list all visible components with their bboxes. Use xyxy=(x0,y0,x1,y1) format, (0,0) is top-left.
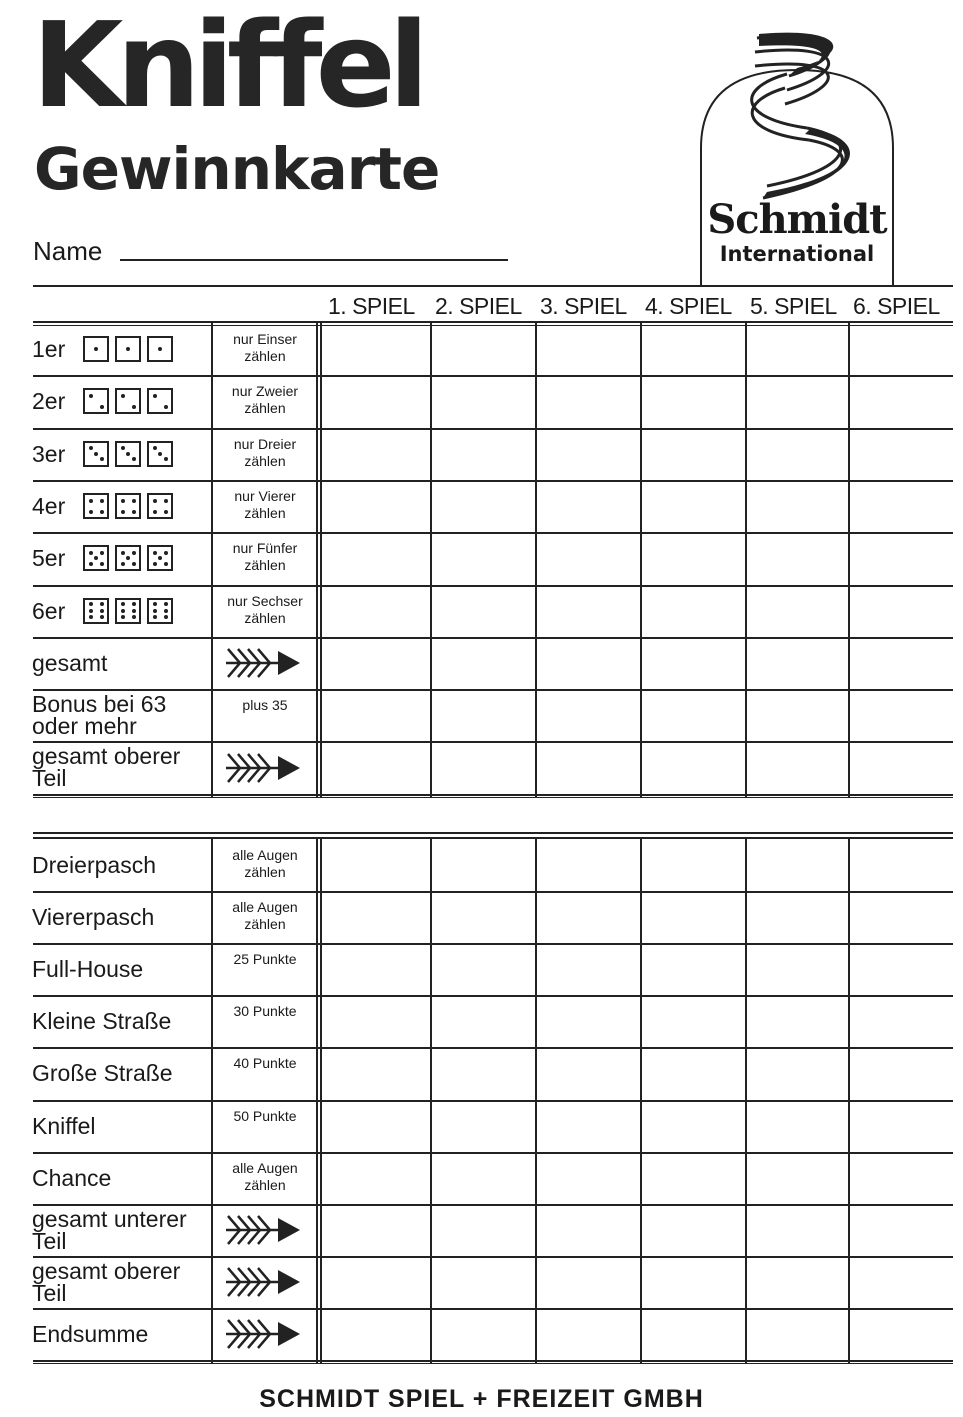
score-cell[interactable] xyxy=(642,325,743,373)
score-cell[interactable] xyxy=(642,377,743,425)
score-cell[interactable] xyxy=(642,1310,743,1358)
grid-divider xyxy=(211,323,213,797)
lower-row-hint: alle Augen zählen xyxy=(232,899,298,933)
score-cell[interactable] xyxy=(537,945,638,993)
game-header: 2. SPIEL xyxy=(435,293,522,319)
score-cell[interactable] xyxy=(747,1258,846,1306)
grid-rule xyxy=(33,832,953,834)
score-cell[interactable] xyxy=(850,1310,950,1358)
arrow-icon xyxy=(222,1212,302,1248)
die-icon xyxy=(115,336,141,362)
score-cell[interactable] xyxy=(642,945,743,993)
score-cell[interactable] xyxy=(850,893,950,941)
score-cell[interactable] xyxy=(537,534,638,582)
upper-row-label: 4er xyxy=(32,493,66,520)
die-icon xyxy=(147,441,173,467)
score-cell[interactable] xyxy=(537,743,638,791)
score-cell[interactable] xyxy=(850,534,950,582)
score-cell[interactable] xyxy=(432,945,533,993)
score-cell[interactable] xyxy=(850,639,950,687)
grid-rule xyxy=(33,1363,953,1364)
score-cell[interactable] xyxy=(537,1258,638,1306)
score-cell[interactable] xyxy=(642,1206,743,1254)
score-cell[interactable] xyxy=(642,1258,743,1306)
grid-divider xyxy=(211,839,213,1363)
die-icon xyxy=(147,388,173,414)
score-cell[interactable] xyxy=(747,430,846,478)
grid-divider xyxy=(316,323,318,797)
score-cell[interactable] xyxy=(850,841,950,889)
score-cell[interactable] xyxy=(325,945,428,993)
lower-row-label: Kniffel xyxy=(32,1112,96,1139)
score-cell[interactable] xyxy=(537,377,638,425)
score-cell[interactable] xyxy=(642,430,743,478)
score-cell[interactable] xyxy=(432,1310,533,1358)
score-cell[interactable] xyxy=(642,1102,743,1150)
grid-divider xyxy=(848,323,850,797)
score-cell[interactable] xyxy=(850,997,950,1045)
lower-row-label: Große Straße xyxy=(32,1060,173,1087)
game-header: 4. SPIEL xyxy=(645,293,732,319)
score-cell[interactable] xyxy=(432,430,533,478)
score-cell[interactable] xyxy=(747,893,846,941)
score-cell[interactable] xyxy=(747,1206,846,1254)
arrow-icon xyxy=(222,645,302,681)
score-cell[interactable] xyxy=(325,1258,428,1306)
grid-divider xyxy=(745,839,747,1363)
score-cell[interactable] xyxy=(642,997,743,1045)
score-cell[interactable] xyxy=(642,534,743,582)
score-cell[interactable] xyxy=(325,482,428,530)
score-cell[interactable] xyxy=(747,1154,846,1202)
grid-divider xyxy=(430,839,432,1363)
score-cell[interactable] xyxy=(747,482,846,530)
score-cell[interactable] xyxy=(747,1049,846,1097)
logo-schmidt-text: Schmidt xyxy=(707,196,887,243)
score-cell[interactable] xyxy=(642,893,743,941)
score-cell[interactable] xyxy=(325,1310,428,1358)
dice-3-icon xyxy=(83,441,173,467)
upper-row-label: 1er xyxy=(32,336,66,363)
lower-row-hint: 25 Punkte xyxy=(233,951,297,968)
lower-row-hint: 40 Punkte xyxy=(233,1055,297,1072)
lower-row-hint: alle Augen zählen xyxy=(232,1159,298,1193)
dice-5-icon xyxy=(83,545,173,571)
score-cell[interactable] xyxy=(432,1258,533,1306)
upper-row-hint: nur Vierer zählen xyxy=(234,488,296,522)
score-cell[interactable] xyxy=(432,841,533,889)
score-cell[interactable] xyxy=(432,997,533,1045)
score-cell[interactable] xyxy=(642,1049,743,1097)
score-cell[interactable] xyxy=(325,587,428,635)
upper-row-hint: nur Zweier zählen xyxy=(231,383,299,417)
dice-1-icon xyxy=(83,336,173,362)
upper-row-label: 2er xyxy=(32,388,66,415)
name-field[interactable] xyxy=(120,259,508,261)
grid-divider xyxy=(316,839,318,1363)
upper-row-label: 6er xyxy=(32,597,66,624)
lower-row-label: gesamt oberer Teil xyxy=(32,1257,181,1306)
score-cell[interactable] xyxy=(642,587,743,635)
score-cell[interactable] xyxy=(537,1154,638,1202)
score-cell[interactable] xyxy=(432,691,533,739)
score-cell[interactable] xyxy=(325,534,428,582)
score-cell[interactable] xyxy=(325,1102,428,1150)
card-title: Kniffel xyxy=(32,0,423,134)
score-cell[interactable] xyxy=(537,1102,638,1150)
die-icon xyxy=(83,441,109,467)
game-header: 5. SPIEL xyxy=(750,293,837,319)
footer-publisher: SCHMIDT SPIEL + FREIZEIT GMBH xyxy=(259,1385,704,1413)
score-cell[interactable] xyxy=(537,893,638,941)
lower-row-hint: alle Augen zählen xyxy=(232,847,298,881)
score-cell[interactable] xyxy=(537,482,638,530)
score-cell[interactable] xyxy=(850,945,950,993)
score-cell[interactable] xyxy=(747,534,846,582)
score-cell[interactable] xyxy=(747,945,846,993)
dice-2-icon xyxy=(83,388,173,414)
game-header: 6. SPIEL xyxy=(853,293,940,319)
score-cell[interactable] xyxy=(642,743,743,791)
die-icon xyxy=(147,336,173,362)
score-cell[interactable] xyxy=(325,841,428,889)
lower-row-hint: 30 Punkte xyxy=(233,1003,297,1020)
score-cell[interactable] xyxy=(850,1154,950,1202)
die-icon xyxy=(83,336,109,362)
score-cell[interactable] xyxy=(747,587,846,635)
score-cell[interactable] xyxy=(747,1102,846,1150)
score-cell[interactable] xyxy=(747,1310,846,1358)
upper-row-label: gesamt xyxy=(32,649,108,676)
score-cell[interactable] xyxy=(747,997,846,1045)
grid-divider xyxy=(745,323,747,797)
die-icon xyxy=(115,441,141,467)
upper-row-hint: nur Fünfer zählen xyxy=(232,540,298,574)
score-cell[interactable] xyxy=(537,1310,638,1358)
score-cell[interactable] xyxy=(432,325,533,373)
die-icon xyxy=(115,388,141,414)
score-cell[interactable] xyxy=(747,325,846,373)
score-cell[interactable] xyxy=(325,325,428,373)
lower-row-label: Kleine Straße xyxy=(32,1008,172,1035)
grid-divider xyxy=(640,323,642,797)
score-cell[interactable] xyxy=(747,377,846,425)
die-icon xyxy=(115,545,141,571)
name-label: Name xyxy=(33,236,103,266)
upper-row-label: gesamt oberer Teil xyxy=(32,743,181,792)
upper-row-hint: nur Einser zählen xyxy=(233,331,297,365)
die-icon xyxy=(83,388,109,414)
dice-4-icon xyxy=(83,493,173,519)
score-cell[interactable] xyxy=(325,997,428,1045)
arrow-icon xyxy=(222,750,302,786)
score-cell[interactable] xyxy=(432,534,533,582)
grid-rule xyxy=(33,794,953,796)
grid-rule xyxy=(33,797,953,798)
score-cell[interactable] xyxy=(537,997,638,1045)
die-icon xyxy=(83,545,109,571)
score-cell[interactable] xyxy=(747,743,846,791)
score-cell[interactable] xyxy=(325,1154,428,1202)
upper-row-label: 5er xyxy=(32,545,66,572)
grid-divider xyxy=(535,323,537,797)
lower-row-hint: 50 Punkte xyxy=(233,1107,297,1124)
score-cell[interactable] xyxy=(850,691,950,739)
die-icon xyxy=(147,493,173,519)
game-header: 3. SPIEL xyxy=(540,293,627,319)
score-cell[interactable] xyxy=(850,482,950,530)
score-cell[interactable] xyxy=(325,639,428,687)
grid-rule xyxy=(33,1360,953,1362)
score-cell[interactable] xyxy=(325,1206,428,1254)
score-cell[interactable] xyxy=(642,691,743,739)
score-cell[interactable] xyxy=(537,587,638,635)
logo-international-text: International xyxy=(719,242,875,266)
die-icon xyxy=(83,598,109,624)
score-cell[interactable] xyxy=(850,1258,950,1306)
score-cell[interactable] xyxy=(850,587,950,635)
die-icon xyxy=(147,598,173,624)
score-cell[interactable] xyxy=(747,639,846,687)
grid-rule xyxy=(33,321,953,323)
score-cell[interactable] xyxy=(642,841,743,889)
score-cell[interactable] xyxy=(642,482,743,530)
score-cell[interactable] xyxy=(325,691,428,739)
lower-row-label: Full-House xyxy=(32,956,144,983)
score-cell[interactable] xyxy=(432,482,533,530)
score-cell[interactable] xyxy=(537,325,638,373)
lower-row-label: Viererpasch xyxy=(32,904,155,931)
arrow-icon xyxy=(222,1316,302,1352)
score-cell[interactable] xyxy=(432,377,533,425)
score-cell[interactable] xyxy=(850,1206,950,1254)
score-cell[interactable] xyxy=(850,1049,950,1097)
score-cell[interactable] xyxy=(747,841,846,889)
score-cell[interactable] xyxy=(432,1154,533,1202)
score-cell[interactable] xyxy=(537,691,638,739)
grid-divider xyxy=(320,323,322,797)
score-cell[interactable] xyxy=(325,893,428,941)
score-cell[interactable] xyxy=(537,1049,638,1097)
score-cell[interactable] xyxy=(642,1154,743,1202)
score-cell[interactable] xyxy=(850,325,950,373)
die-icon xyxy=(83,493,109,519)
lower-row-label: Endsumme xyxy=(32,1320,149,1347)
score-cell[interactable] xyxy=(325,430,428,478)
grid-rule xyxy=(33,837,953,839)
die-icon xyxy=(147,545,173,571)
lower-row-label: Dreierpasch xyxy=(32,852,156,879)
score-cell[interactable] xyxy=(537,1206,638,1254)
upper-row-hint: nur Dreier zählen xyxy=(233,435,297,469)
score-cell[interactable] xyxy=(850,377,950,425)
grid-divider xyxy=(430,323,432,797)
score-cell[interactable] xyxy=(537,430,638,478)
grid-divider xyxy=(535,839,537,1363)
lower-row-label: Chance xyxy=(32,1164,112,1191)
grid-divider xyxy=(640,839,642,1363)
grid-divider xyxy=(320,839,322,1363)
score-cell[interactable] xyxy=(537,639,638,687)
dice-6-icon xyxy=(83,598,173,624)
die-icon xyxy=(115,493,141,519)
grid-rule xyxy=(33,285,953,287)
score-cell[interactable] xyxy=(325,1049,428,1097)
score-cell[interactable] xyxy=(432,893,533,941)
score-cell[interactable] xyxy=(537,841,638,889)
score-cell[interactable] xyxy=(325,743,428,791)
arrow-icon xyxy=(222,1264,302,1300)
score-cell[interactable] xyxy=(432,1102,533,1150)
die-icon xyxy=(115,598,141,624)
upper-row-label: Bonus bei 63 oder mehr xyxy=(32,691,167,740)
score-cell[interactable] xyxy=(432,1049,533,1097)
schmidt-logo xyxy=(697,28,897,286)
game-header: 1. SPIEL xyxy=(328,293,415,319)
score-cell[interactable] xyxy=(747,691,846,739)
score-cell[interactable] xyxy=(642,639,743,687)
score-cell[interactable] xyxy=(325,377,428,425)
upper-row-hint: nur Sechser zählen xyxy=(227,592,303,626)
lower-row-label: gesamt unterer Teil xyxy=(32,1205,187,1254)
score-cell[interactable] xyxy=(432,743,533,791)
score-cell[interactable] xyxy=(850,1102,950,1150)
upper-row-hint: plus 35 xyxy=(242,697,288,714)
score-cell[interactable] xyxy=(432,587,533,635)
upper-row-label: 3er xyxy=(32,440,66,467)
card-subtitle: Gewinnkarte xyxy=(34,135,440,203)
score-cell[interactable] xyxy=(850,743,950,791)
score-cell[interactable] xyxy=(432,1206,533,1254)
grid-divider xyxy=(848,839,850,1363)
score-cell[interactable] xyxy=(850,430,950,478)
score-cell[interactable] xyxy=(432,639,533,687)
